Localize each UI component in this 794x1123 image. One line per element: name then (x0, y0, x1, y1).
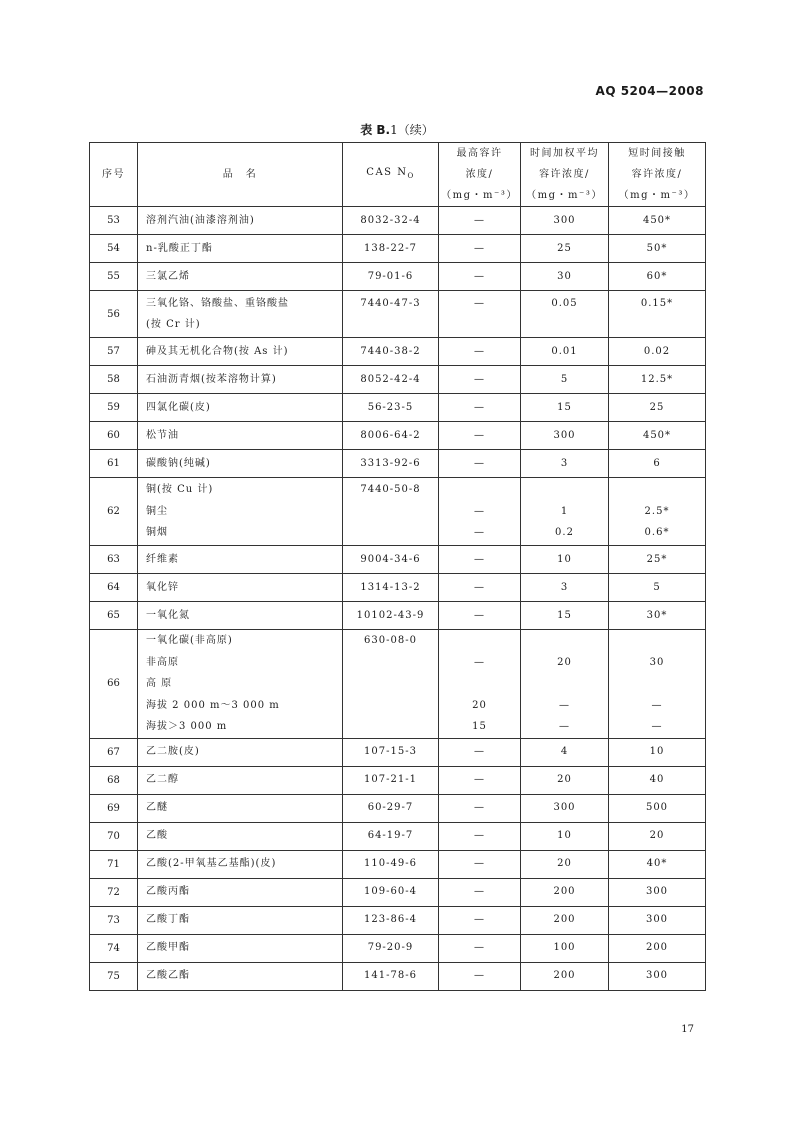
pc-twa-value: 3 (521, 574, 609, 602)
pc-twa-value: 25 (521, 235, 609, 263)
pc-twa-value: 20 (521, 766, 609, 794)
table-row (90, 338, 706, 366)
row-number: 56 (90, 291, 138, 338)
row-number: 53 (90, 207, 138, 235)
mac-value: — — (439, 478, 521, 546)
substance-name: 三氧化铬、铬酸盐、重铬酸盐 (按 Cr 计) (138, 291, 343, 338)
table-title (0, 121, 794, 138)
table-row (90, 291, 706, 338)
pc-twa-value: 20 (521, 850, 609, 878)
cas-number: 138-22-7 (343, 235, 439, 263)
row-number: 55 (90, 263, 138, 291)
row-number: 73 (90, 906, 138, 934)
substance-name: 乙酸丁酯 (138, 906, 343, 934)
cas-number: 110-49-6 (343, 850, 439, 878)
table-row (90, 630, 706, 739)
pc-twa-value: 20 — — (521, 630, 609, 739)
row-number: 70 (90, 822, 138, 850)
row-number: 67 (90, 738, 138, 766)
table-row (90, 602, 706, 630)
mac-value: — (439, 422, 521, 450)
pc-stel-value: 30 — — (609, 630, 706, 739)
table-title-label: 表 B. (360, 123, 391, 137)
pc-stel-value: 25 (609, 394, 706, 422)
row-number: 59 (90, 394, 138, 422)
pc-stel-value: 450* (609, 207, 706, 235)
cas-number: 7440-47-3 (343, 291, 439, 338)
pc-twa-value: 1 0.2 (521, 478, 609, 546)
pc-stel-value: 2.5* 0.6* (609, 478, 706, 546)
col-header-mac: 最高容许 浓度/ （mg・m⁻³） (439, 143, 521, 207)
mac-value: — (439, 394, 521, 422)
table-header-row (90, 143, 706, 207)
pc-stel-value: 60* (609, 263, 706, 291)
substance-name: 乙酸乙酯 (138, 962, 343, 990)
cas-number: 7440-38-2 (343, 338, 439, 366)
substance-name: 碳酸钠(纯碱) (138, 450, 343, 478)
substance-name: 纤维素 (138, 546, 343, 574)
pc-twa-value: 200 (521, 962, 609, 990)
table-row (90, 878, 706, 906)
pc-twa-value: 300 (521, 422, 609, 450)
pc-stel-value: 0.15* (609, 291, 706, 338)
pc-stel-value: 40 (609, 766, 706, 794)
mac-value: — (439, 822, 521, 850)
mac-value: — (439, 291, 521, 338)
row-number: 71 (90, 850, 138, 878)
substance-name: 石油沥青烟(按苯溶物计算) (138, 366, 343, 394)
pc-twa-value: 15 (521, 394, 609, 422)
table-row (90, 574, 706, 602)
pc-stel-value: 300 (609, 878, 706, 906)
table-row (90, 478, 706, 546)
pc-stel-value: 500 (609, 794, 706, 822)
col-header-pc-stel: 短时间接触 容许浓度/ （mg・m⁻³） (609, 143, 706, 207)
col-header-cas: CAS $N_O$ (343, 143, 439, 207)
cas-number: 60-29-7 (343, 794, 439, 822)
table-row (90, 738, 706, 766)
cas-number: 8052-42-4 (343, 366, 439, 394)
substance-name: 一氧化氮 (138, 602, 343, 630)
row-number: 60 (90, 422, 138, 450)
cas-number: 1314-13-2 (343, 574, 439, 602)
row-number: 62 (90, 478, 138, 546)
pc-twa-value: 30 (521, 263, 609, 291)
substance-name: 乙醚 (138, 794, 343, 822)
col-header-pc-twa: 时间加权平均 容许浓度/ （mg・m⁻³） (521, 143, 609, 207)
mac-value: — (439, 263, 521, 291)
col-header-no: 序号 (90, 143, 138, 207)
table-row (90, 906, 706, 934)
mac-value: — (439, 574, 521, 602)
pc-twa-value: 15 (521, 602, 609, 630)
table-row (90, 850, 706, 878)
row-number: 63 (90, 546, 138, 574)
mac-value: — (439, 934, 521, 962)
mac-value: — (439, 602, 521, 630)
pc-stel-value: 200 (609, 934, 706, 962)
substance-name: 三氯乙烯 (138, 263, 343, 291)
substance-name: 四氯化碳(皮) (138, 394, 343, 422)
row-number: 54 (90, 235, 138, 263)
substance-name: 乙酸甲酯 (138, 934, 343, 962)
row-number: 61 (90, 450, 138, 478)
mac-value: — (439, 738, 521, 766)
pc-twa-value: 0.05 (521, 291, 609, 338)
table-row (90, 822, 706, 850)
pc-twa-value: 5 (521, 366, 609, 394)
row-number: 66 (90, 630, 138, 739)
cas-number: 109-60-4 (343, 878, 439, 906)
mac-value: — (439, 962, 521, 990)
pc-stel-value: 0.02 (609, 338, 706, 366)
table-row (90, 934, 706, 962)
cas-number: 107-15-3 (343, 738, 439, 766)
cas-number: 9004-34-6 (343, 546, 439, 574)
pc-twa-value: 0.01 (521, 338, 609, 366)
pc-twa-value: 300 (521, 207, 609, 235)
cas-number: 630-08-0 (343, 630, 439, 739)
table-row (90, 235, 706, 263)
pc-stel-value: 300 (609, 962, 706, 990)
table-row (90, 766, 706, 794)
pc-stel-value: 50* (609, 235, 706, 263)
row-number: 65 (90, 602, 138, 630)
substance-name: 乙酸(2-甲氧基乙基酯)(皮) (138, 850, 343, 878)
pc-stel-value: 30* (609, 602, 706, 630)
cas-number: 141-78-6 (343, 962, 439, 990)
pc-stel-value: 25* (609, 546, 706, 574)
cas-number: 107-21-1 (343, 766, 439, 794)
cas-number: 56-23-5 (343, 394, 439, 422)
substance-name: 乙酸 (138, 822, 343, 850)
pc-twa-value: 4 (521, 738, 609, 766)
pc-twa-value: 200 (521, 878, 609, 906)
row-number: 68 (90, 766, 138, 794)
cas-number: 8006-64-2 (343, 422, 439, 450)
table-row (90, 366, 706, 394)
pc-stel-value: 20 (609, 822, 706, 850)
mac-value: — (439, 450, 521, 478)
table-row (90, 394, 706, 422)
cas-number: 8032-32-4 (343, 207, 439, 235)
mac-value: — (439, 850, 521, 878)
row-number: 58 (90, 366, 138, 394)
substance-name: 铜(按 Cu 计) 铜尘 铜烟 (138, 478, 343, 546)
table-row (90, 450, 706, 478)
pc-stel-value: 40* (609, 850, 706, 878)
substance-name: 松节油 (138, 422, 343, 450)
cas-number: 3313-92-6 (343, 450, 439, 478)
table-row (90, 546, 706, 574)
pc-twa-value: 10 (521, 546, 609, 574)
mac-value: — (439, 766, 521, 794)
cas-number: 79-01-6 (343, 263, 439, 291)
substance-name: 溶剂汽油(油漆溶剂油) (138, 207, 343, 235)
table-row (90, 962, 706, 990)
cas-number: 10102-43-9 (343, 602, 439, 630)
cas-number: 123-86-4 (343, 906, 439, 934)
mac-value: — (439, 338, 521, 366)
substance-name: 乙二醇 (138, 766, 343, 794)
pc-stel-value: 6 (609, 450, 706, 478)
table-row (90, 207, 706, 235)
mac-value: — (439, 366, 521, 394)
table-title-suffix: 1（续） (390, 123, 434, 137)
standard-code: AQ 5204—2008 (595, 84, 704, 98)
pc-stel-value: 10 (609, 738, 706, 766)
substance-name: n-乳酸正丁酯 (138, 235, 343, 263)
col-header-name: 品 名 (138, 143, 343, 207)
row-number: 57 (90, 338, 138, 366)
substance-name: 乙酸丙酯 (138, 878, 343, 906)
mac-value: — (439, 207, 521, 235)
mac-value: — 20 15 (439, 630, 521, 739)
substance-name: 氧化锌 (138, 574, 343, 602)
mac-value: — (439, 235, 521, 263)
pc-stel-value: 5 (609, 574, 706, 602)
table-row (90, 422, 706, 450)
table-row (90, 794, 706, 822)
pc-twa-value: 100 (521, 934, 609, 962)
pc-twa-value: 10 (521, 822, 609, 850)
pc-stel-value: 300 (609, 906, 706, 934)
mac-value: — (439, 546, 521, 574)
pc-stel-value: 12.5* (609, 366, 706, 394)
pc-twa-value: 300 (521, 794, 609, 822)
cas-number: 7440-50-8 (343, 478, 439, 546)
substance-name: 砷及其无机化合物(按 As 计) (138, 338, 343, 366)
table-row (90, 263, 706, 291)
pc-twa-value: 3 (521, 450, 609, 478)
substance-name: 一氧化碳(非高原) 非高原 高 原 海拔 2 000 m～3 000 m 海拔＞3 000 m (138, 630, 343, 739)
row-number: 64 (90, 574, 138, 602)
mac-value: — (439, 878, 521, 906)
pc-stel-value: 450* (609, 422, 706, 450)
row-number: 74 (90, 934, 138, 962)
row-number: 75 (90, 962, 138, 990)
page-number: 17 (681, 1024, 694, 1035)
pc-twa-value: 200 (521, 906, 609, 934)
substance-name: 乙二胺(皮) (138, 738, 343, 766)
mac-value: — (439, 794, 521, 822)
mac-value: — (439, 906, 521, 934)
cas-number: 79-20-9 (343, 934, 439, 962)
row-number: 69 (90, 794, 138, 822)
cas-number: 64-19-7 (343, 822, 439, 850)
row-number: 72 (90, 878, 138, 906)
substance-table (89, 142, 706, 991)
